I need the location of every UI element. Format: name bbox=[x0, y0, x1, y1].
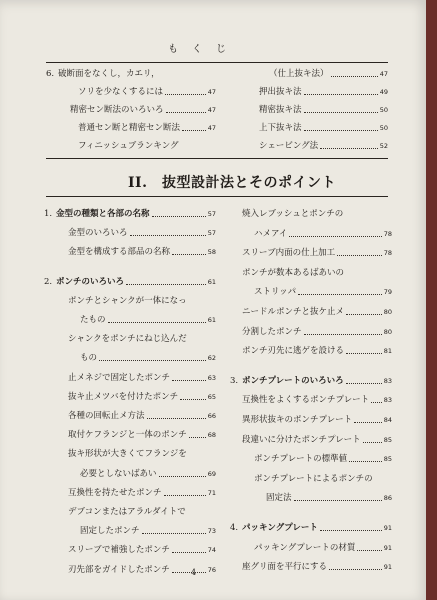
toc-entry-page: 80 bbox=[383, 308, 392, 316]
toc-entry-page: 81 bbox=[383, 347, 392, 356]
toc-entry-page: 49 bbox=[379, 88, 388, 96]
section-title: II. 抜型設計法とそのポイント bbox=[128, 175, 336, 191]
toc-entry bbox=[44, 427, 216, 441]
toc-entry-title: 抜キ形状が大きくてフランジを bbox=[68, 449, 187, 460]
toc-entry-title: ポンチのいろいろ bbox=[56, 276, 125, 287]
toc-entry-title: ソリを少なくするには bbox=[78, 87, 164, 97]
toc-entry bbox=[44, 504, 216, 518]
toc-entry-page: 66 bbox=[207, 412, 216, 420]
toc-entry-page: 91 bbox=[383, 524, 392, 532]
dot-leader bbox=[172, 572, 206, 573]
toc-entry bbox=[46, 138, 216, 152]
toc-entry-page: 83 bbox=[383, 376, 392, 385]
toc-entry-title: デブコンまたはアラルダイトで bbox=[68, 507, 186, 517]
toc-entry-page: 57 bbox=[207, 210, 216, 218]
dot-leader bbox=[126, 284, 206, 285]
toc-entry-title: 必要としないばあい bbox=[80, 468, 157, 479]
toc-entry-page: 65 bbox=[207, 392, 216, 401]
toc-entry-title: 上下抜キ法 bbox=[259, 123, 302, 133]
dot-leader bbox=[346, 383, 382, 384]
dot-leader bbox=[329, 569, 382, 570]
toc-entry-page: 80 bbox=[383, 327, 392, 336]
dot-leader bbox=[304, 130, 378, 131]
toc-entry-page: 85 bbox=[383, 455, 392, 464]
dot-leader bbox=[354, 422, 382, 423]
dot-leader bbox=[357, 550, 381, 551]
toc-entry-title: ニードルポンチと抜ケ止メ bbox=[242, 307, 345, 317]
toc-entry-title: スリーブ内面の仕上加工 bbox=[242, 248, 336, 259]
toc-entry-title: 取付ケフランジと一体のポンチ bbox=[68, 430, 187, 441]
toc-entry bbox=[46, 66, 216, 80]
toc-entry-title: 抜キ止メツバを付けたポンチ bbox=[68, 391, 179, 402]
dot-leader bbox=[304, 112, 378, 113]
toc-entry-title: 固定したポンチ bbox=[80, 526, 140, 537]
toc-entry-page: 68 bbox=[207, 431, 216, 440]
page-number: 4 bbox=[191, 568, 197, 577]
toc-entry bbox=[46, 102, 216, 116]
toc-entry-title: ポンチが数本あるばあいの bbox=[242, 267, 345, 278]
dot-leader bbox=[346, 353, 382, 354]
toc-entry bbox=[230, 324, 392, 338]
toc-entry-page: 76 bbox=[207, 565, 216, 574]
section-rule-top bbox=[46, 158, 388, 159]
toc-entry-title: 座グリ面を平行にする bbox=[242, 562, 328, 573]
dot-leader bbox=[172, 254, 206, 255]
toc-entry-title: ポンチ刃先に逃ゲを設ける bbox=[242, 346, 345, 357]
toc-entry-page: 69 bbox=[207, 469, 216, 478]
toc-entry-number: 2. bbox=[44, 276, 53, 287]
toc-entry bbox=[44, 389, 216, 403]
dot-leader bbox=[159, 476, 206, 477]
toc-entry-page: 91 bbox=[383, 543, 392, 552]
toc-entry bbox=[46, 120, 216, 134]
toc-entry bbox=[230, 540, 392, 554]
toc-entry bbox=[44, 350, 216, 364]
toc-entry-title: 焼入レブッシュとポンチの bbox=[242, 209, 344, 219]
toc-entry-title: ポンチとシャンクが一体になっ bbox=[68, 295, 187, 306]
toc-entry-page: 58 bbox=[207, 248, 216, 257]
toc-entry bbox=[44, 485, 216, 499]
dot-leader bbox=[99, 360, 206, 361]
toc-entry-title: 金型を構成する部品の名称 bbox=[68, 247, 171, 258]
toc-entry-title: 段違いに分けたポンチプレート bbox=[242, 434, 361, 445]
toc-entry-title: 互換性をよくするポンチプレート bbox=[242, 395, 370, 406]
dot-leader bbox=[294, 500, 382, 501]
toc-entry bbox=[230, 432, 392, 446]
toc-entry bbox=[44, 466, 216, 480]
toc-entry-page: 91 bbox=[383, 563, 392, 572]
toc-entry-title: 異形状抜キのポンチプレート bbox=[242, 415, 353, 425]
toc-entry-title: ハメアイ bbox=[254, 228, 288, 239]
toc-entry-title: ストリッパ bbox=[254, 287, 297, 298]
dot-leader bbox=[289, 236, 381, 237]
toc-entry-page: 47 bbox=[207, 88, 216, 96]
toc-entry bbox=[44, 370, 216, 384]
toc-entry-title: 金型のいろいろ bbox=[68, 228, 128, 239]
toc-entry bbox=[230, 412, 392, 426]
toc-entry-title: 各種の回転止メ方法 bbox=[68, 411, 145, 421]
toc-entry-page: 62 bbox=[207, 354, 216, 363]
toc-entry-page: 86 bbox=[383, 494, 392, 503]
toc-entry-title: ポンチプレートによるポンチの bbox=[254, 473, 373, 484]
toc-entry bbox=[247, 66, 388, 80]
toc-entry-page: 52 bbox=[379, 142, 388, 150]
toc-entry-number: 4. bbox=[230, 523, 239, 533]
toc-entry bbox=[230, 520, 392, 534]
toc-entry-page: 50 bbox=[379, 106, 388, 114]
toc-entry-title: 止メネジで固定したポンチ bbox=[68, 372, 171, 383]
toc-entry bbox=[44, 446, 216, 460]
dot-leader bbox=[331, 76, 378, 77]
toc-entry-page: 47 bbox=[207, 124, 216, 132]
toc-entry bbox=[230, 226, 392, 240]
dot-leader bbox=[298, 294, 382, 295]
toc-entry bbox=[230, 284, 392, 298]
toc-entry-number: 3. bbox=[230, 375, 239, 386]
toc-entry bbox=[230, 451, 392, 465]
toc-entry bbox=[247, 102, 388, 116]
toc-entry-title: 精密セン断法のいろいろ bbox=[70, 105, 164, 115]
toc-entry-title: シェービング法 bbox=[259, 141, 319, 151]
toc-entry-title: 分割したポンチ bbox=[242, 326, 302, 337]
dot-leader bbox=[142, 533, 206, 534]
dot-leader bbox=[304, 94, 378, 95]
toc-entry bbox=[247, 84, 388, 98]
dot-leader bbox=[172, 552, 206, 553]
toc-entry bbox=[46, 84, 216, 98]
toc-entry-title: シャンクをポンチにねじ込んだ bbox=[68, 334, 187, 345]
toc-entry bbox=[230, 490, 392, 504]
dot-leader bbox=[147, 418, 206, 419]
dot-leader bbox=[346, 314, 382, 315]
toc-entry-title: フィニッシュブランキング bbox=[78, 141, 179, 151]
header-rule bbox=[46, 62, 388, 63]
toc-entry-page: 79 bbox=[383, 288, 392, 297]
toc-entry bbox=[44, 312, 216, 326]
section-rule-bottom bbox=[46, 196, 388, 197]
toc-entry-title: 破断面をなくし，カエリ， bbox=[58, 69, 160, 79]
toc-entry-title: パッキングプレートの材質 bbox=[254, 542, 356, 553]
toc-entry bbox=[230, 559, 392, 573]
toc-entry-title: パッキングプレート bbox=[242, 523, 318, 533]
toc-entry-page: 78 bbox=[383, 229, 392, 238]
toc-entry bbox=[230, 245, 392, 259]
toc-entry bbox=[44, 523, 216, 537]
toc-entry-page: 57 bbox=[207, 229, 216, 238]
dot-leader bbox=[320, 530, 382, 531]
dot-leader bbox=[108, 322, 206, 323]
toc-entry-title: 精密抜キ法 bbox=[259, 105, 302, 115]
toc-entry-title: 刃先部をガイドしたポンチ bbox=[68, 564, 170, 575]
dot-leader bbox=[349, 461, 382, 462]
toc-entry bbox=[230, 392, 392, 406]
toc-entry-page: 47 bbox=[379, 70, 388, 78]
toc-entry bbox=[44, 225, 216, 239]
toc-entry-page: 85 bbox=[383, 435, 392, 444]
toc-entry bbox=[230, 471, 392, 485]
toc-entry-title: 押出抜キ法 bbox=[259, 87, 302, 97]
toc-entry-title: ポンチプレートの標準値 bbox=[254, 454, 348, 465]
toc-entry-title: 普通セン断と精密セン断法 bbox=[78, 123, 181, 133]
dot-leader bbox=[371, 402, 382, 403]
toc-entry-page: 78 bbox=[383, 249, 392, 258]
dot-leader bbox=[189, 437, 206, 438]
toc-entry bbox=[230, 343, 392, 357]
toc-entry-title: 互換性を持たせたポンチ bbox=[68, 487, 162, 498]
toc-entry bbox=[230, 304, 392, 318]
dot-leader bbox=[164, 495, 206, 496]
toc-entry bbox=[44, 293, 216, 307]
toc-entry bbox=[247, 120, 388, 134]
toc-entry-title: ポンチプレートのいろいろ bbox=[242, 375, 344, 386]
toc-entry bbox=[44, 331, 216, 345]
toc-entry-title: （仕上抜キ法） bbox=[269, 69, 329, 79]
toc-entry-page: 50 bbox=[379, 124, 388, 132]
dot-leader bbox=[166, 112, 206, 113]
toc-entry bbox=[230, 265, 392, 279]
toc-entry-title: スリーブで補強したポンチ bbox=[68, 545, 170, 556]
toc-entry-page: 83 bbox=[383, 396, 392, 405]
dot-leader bbox=[320, 148, 378, 149]
toc-entry bbox=[44, 542, 216, 556]
toc-entry-page: 74 bbox=[207, 546, 216, 555]
toc-entry-title: 固定法 bbox=[266, 493, 292, 504]
dot-leader bbox=[172, 380, 206, 381]
dot-leader bbox=[152, 216, 206, 217]
toc-entry-number: 1. bbox=[44, 209, 53, 219]
running-head: もくじ bbox=[168, 44, 240, 55]
toc-entry bbox=[44, 408, 216, 422]
toc-entry bbox=[44, 206, 216, 220]
toc-entry-title: もの bbox=[80, 353, 98, 364]
toc-entry bbox=[44, 274, 216, 288]
toc-entry-page: 84 bbox=[383, 416, 392, 424]
toc-entry-page: 73 bbox=[207, 527, 216, 536]
dot-leader bbox=[304, 334, 382, 335]
toc-entry-number: 6. bbox=[46, 69, 55, 79]
toc-entry-title: 金型の種類と各部の名称 bbox=[56, 209, 150, 219]
toc-entry bbox=[44, 244, 216, 258]
toc-entry-page: 61 bbox=[207, 316, 216, 324]
dot-leader bbox=[180, 399, 206, 400]
toc-entry bbox=[230, 373, 392, 387]
dot-leader bbox=[182, 130, 206, 131]
toc-entry-page: 63 bbox=[207, 373, 216, 382]
dot-leader bbox=[130, 235, 206, 236]
dot-leader bbox=[337, 255, 382, 256]
toc-entry bbox=[230, 206, 392, 220]
toc-entry-page: 47 bbox=[207, 106, 216, 114]
toc-entry-page: 61 bbox=[207, 277, 216, 286]
dot-leader bbox=[165, 94, 206, 95]
toc-entry-title: たもの bbox=[80, 315, 106, 325]
dot-leader bbox=[363, 442, 382, 443]
toc-entry bbox=[247, 138, 388, 152]
toc-entry-page: 71 bbox=[207, 488, 216, 497]
